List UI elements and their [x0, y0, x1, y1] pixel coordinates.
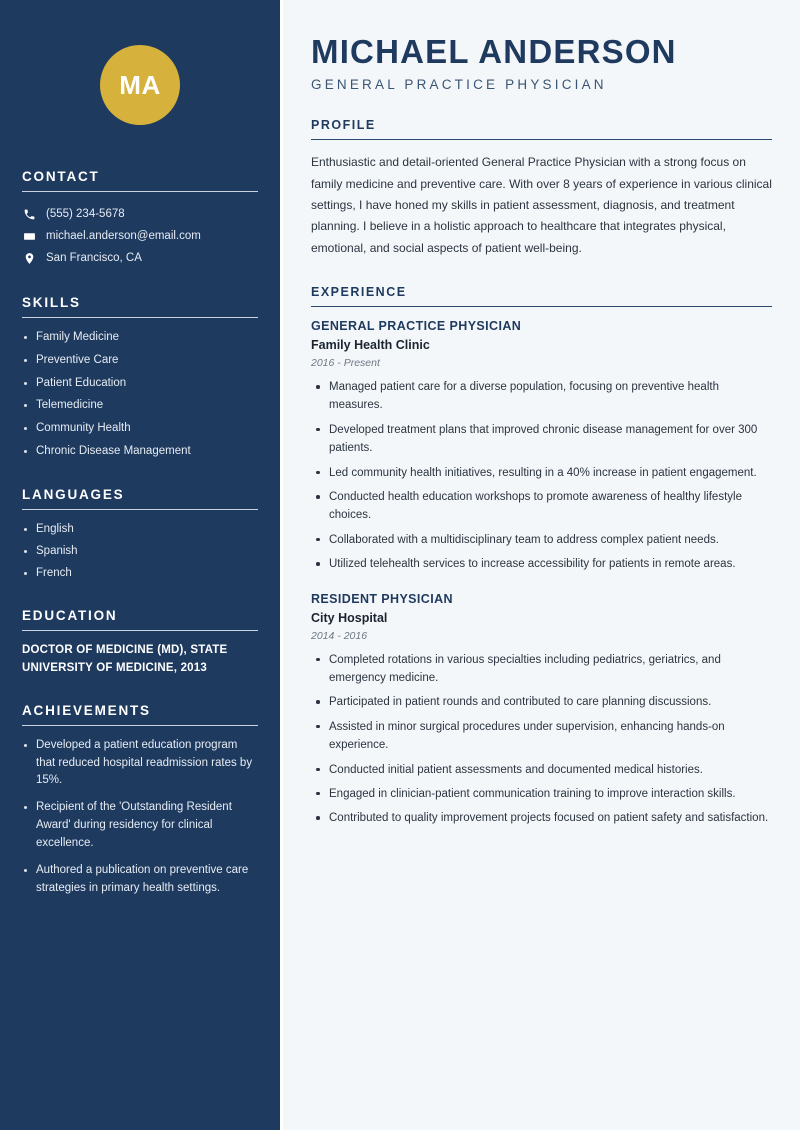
list-item: Spanish — [22, 543, 258, 561]
skills-heading: SKILLS — [22, 295, 81, 310]
sidebar-section-skills — [22, 295, 258, 461]
contact-email-value: michael.anderson@email.com — [46, 230, 201, 242]
education-divider — [22, 630, 258, 631]
list-item: Led community health initiatives, resulting in a 40% increase in patient engagement. — [311, 464, 772, 482]
list-item: Chronic Disease Management — [22, 443, 258, 461]
sidebar-section-achievements — [22, 703, 258, 898]
achievements-list — [22, 737, 258, 898]
skills-list — [22, 329, 258, 461]
map-pin-icon — [22, 251, 36, 265]
list-item: Developed treatment plans that improved chronic disease management for over 300 patients. — [311, 421, 772, 458]
phone-icon — [22, 207, 36, 221]
contact-divider — [22, 191, 258, 192]
experience-company: City Hospital — [311, 610, 388, 625]
languages-divider — [22, 509, 258, 510]
list-item: Contributed to quality improvement projects focused on patient safety and satisfaction. — [311, 809, 772, 827]
list-item: Engaged in clinician-patient communication training to improve interaction skills. — [311, 785, 772, 803]
list-item: Conducted initial patient assessments and documented medical histories. — [311, 761, 772, 779]
list-item: Collaborated with a multidisciplinary team to address complex patient needs. — [311, 531, 772, 549]
contact-heading: CONTACT — [22, 169, 100, 184]
education-heading: EDUCATION — [22, 608, 118, 624]
list-item: Telemedicine — [22, 397, 258, 415]
list-item: Authored a publication on preventive care strategies in primary health settings. — [22, 862, 258, 898]
envelope-icon — [22, 229, 36, 243]
profile-heading: PROFILE — [311, 118, 376, 133]
list-item: Utilized telehealth services to increase accessibility for patients in remote areas. — [311, 555, 772, 573]
contact-item-email[interactable] — [22, 225, 258, 247]
experience-title: GENERAL PRACTICE PHYSICIAN — [311, 319, 522, 334]
profile-text: Enthusiastic and detail-oriented General Practice Physician with a strong focus on family medicine and preventive care. With over 8 years of experience in various clinical settings, I have honed my skills in patient assessment, diagnosis, and treatment planning. I believe in a holistic approach to healthcare that integrates physical, emotional, and social aspects of patient well-being. — [311, 155, 772, 255]
experience-bullets — [311, 378, 772, 574]
main-section-experience — [311, 285, 772, 828]
languages-list — [22, 521, 258, 582]
experience-company: Family Health Clinic — [311, 338, 430, 353]
job-subtitle: GENERAL PRACTICE PHYSICIAN — [311, 77, 607, 93]
list-item: Participated in patient rounds and contributed to care planning discussions. — [311, 693, 772, 711]
profile-divider — [311, 139, 772, 140]
list-item: French — [22, 565, 258, 583]
main-section-profile — [311, 118, 772, 259]
languages-heading: LANGUAGES — [22, 486, 125, 502]
sidebar-section-languages — [22, 487, 258, 582]
contact-location-value: San Francisco, CA — [46, 252, 142, 264]
list-item: Recipient of the 'Outstanding Resident Award' during residency for clinical excellence. — [22, 799, 258, 852]
list-item: English — [22, 521, 258, 539]
list-item: Developed a patient education program that reduced hospital readmission rates by 15%. — [22, 737, 258, 790]
sidebar-section-contact — [22, 169, 258, 269]
experience-entry — [311, 592, 772, 828]
experience-title: RESIDENT PHYSICIAN — [311, 591, 453, 606]
experience-dates: 2016 - Present — [311, 357, 380, 370]
list-item: Conducted health education workshops to promote awareness of healthy lifestyle choices. — [311, 488, 772, 525]
experience-divider — [311, 306, 772, 307]
list-item: Assisted in minor surgical procedures under supervision, enhancing hands-on experience. — [311, 718, 772, 755]
list-item: Community Health — [22, 420, 258, 438]
achievements-heading: ACHIEVEMENTS — [22, 702, 151, 718]
experience-entry — [311, 319, 772, 574]
main-content — [280, 0, 800, 1130]
list-item: Patient Education — [22, 375, 258, 393]
avatar-container — [22, 0, 258, 125]
list-item: Family Medicine — [22, 329, 258, 347]
sidebar — [0, 0, 280, 1130]
contact-phone-value: (555) 234-5678 — [46, 208, 125, 220]
experience-heading: EXPERIENCE — [311, 285, 407, 300]
list-item: Completed rotations in various specialties including pediatrics, geriatrics, and emergency medicine. — [311, 651, 772, 688]
skills-divider — [22, 317, 258, 318]
list-item: Managed patient care for a diverse population, focusing on preventive health measures. — [311, 378, 772, 415]
experience-bullets — [311, 651, 772, 828]
contact-list — [22, 203, 258, 269]
page-title: MICHAEL ANDERSON — [311, 33, 677, 70]
education-entry: DOCTOR OF MEDICINE (MD), STATE UNIVERSITY OF MEDICINE, 2013 — [22, 644, 228, 674]
contact-item-location[interactable] — [22, 247, 258, 269]
contact-item-phone[interactable] — [22, 203, 258, 225]
sidebar-section-education — [22, 608, 258, 677]
experience-dates: 2014 - 2016 — [311, 629, 368, 642]
list-item: Preventive Care — [22, 352, 258, 370]
achievements-divider — [22, 725, 258, 726]
avatar: MA — [100, 45, 180, 125]
